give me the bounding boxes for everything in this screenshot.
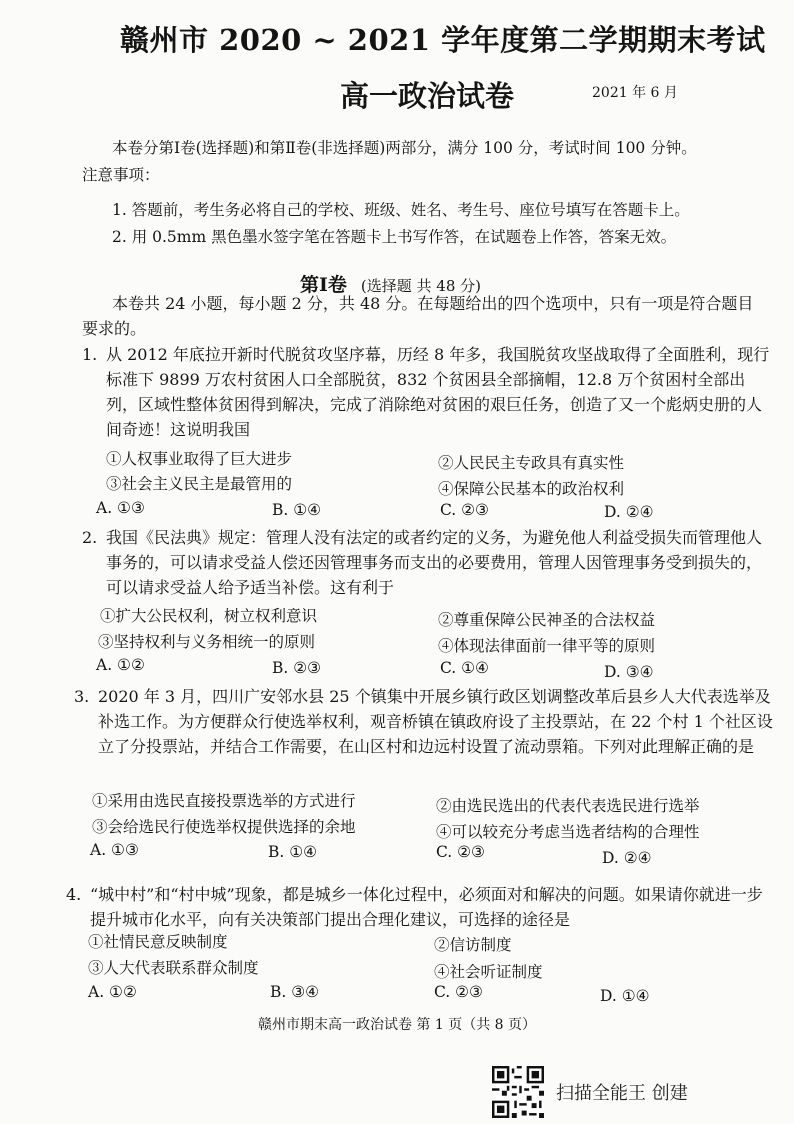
question-stem [66,882,774,932]
question-number: 1. [82,345,98,364]
question-option: ③坚持权利与义务相统一的原则 [98,633,316,651]
answer-choice: D. ②④ [602,849,652,867]
section-subtitle: (选择题 共 48 分) [360,277,481,295]
exam-title: 赣州市 2020 ~ 2021 学年度第二学期期末考试 [120,23,766,57]
answer-choice: C. ①④ [440,659,489,677]
answer-choice: B. ③④ [270,983,320,1001]
answer-choice: A. ①③ [96,499,145,517]
answer-choice: A. ①③ [90,841,139,859]
question-option: ④体现法律面前一律平等的原则 [438,637,656,655]
question-number: 4. [66,885,82,904]
qr-code-icon [492,1066,544,1118]
section-desc-line: 要求的。 [82,319,147,338]
answer-choice: A. ①② [88,983,137,1001]
answer-choice: C. ②③ [434,983,483,1001]
question-stem [82,342,774,442]
question-option: ①人权事业取得了巨大进步 [106,450,293,468]
question-option: ①社情民意反映制度 [88,933,228,951]
question-option: ③会给选民行使选举权提供选择的余地 [92,818,356,836]
question-stem [82,525,774,600]
question-option: ③社会主义民主是最管用的 [106,475,293,493]
question-option: ④保障公民基本的政治权利 [438,480,625,498]
answer-choice: A. ①② [96,656,145,674]
question-text: “城中村”和“村中城”现象，都是城乡一体化过程中，必须面对和解决的问题。如果请你就进一步提升城市化水平，向有关决策部门提出合理化建议，可选择的途径是 [90,885,763,929]
question-option: ①扩大公民权利，树立权利意识 [100,607,318,625]
answer-choice: B. ①④ [272,501,322,519]
answer-choice: D. ①④ [600,987,650,1005]
exam-subject-title: 高一政治试卷 [340,79,515,113]
question-text: 从 2012 年底拉开新时代脱贫攻坚序幕，历经 8 年多，我国脱贫攻坚战取得了全面胜利，现行标准下 9899 万农村贫困人口全部脱贫，832 个贫困县全部摘帽，12.8 万个贫困村全部出列，区域性整体贫困得到解决，完成了消除绝对贫困的艰巨任务，创造了又一个彪炳史册的人间奇迹！这说明我国 [106,345,770,439]
section-desc-line: 本卷共 24 小题，每小题 2 分，共 48 分。在每题给出的四个选项中，只有一项是符合题目 [112,294,754,313]
answer-choice: D. ③④ [604,663,654,681]
question-stem [74,684,774,759]
exam-date: 2021 年 6 月 [592,85,678,101]
question-option: ③人大代表联系群众制度 [88,959,259,977]
question-text: 我国《民法典》规定：管理人没有法定的或者约定的义务，为避免他人利益受损失而管理他人事务的，可以请求受益人偿还因管理事务而支出的必要费用，管理人因管理事务受到损失的，可以请求受益人给予适当补偿。这有利于 [106,528,763,597]
notice-item: 1. 答题前，考生务必将自己的学校、班级、姓名、考生号、座位号填写在答题卡上。 [112,201,690,219]
question-number: 2. [82,528,98,547]
scanner-watermark: 扫描全能王 创建 [556,1083,688,1104]
notice-item: 2. 用 0.5mm 黑色墨水签字笔在答题卡上书写作答，在试题卷上作答，答案无效。 [112,228,677,246]
page-footer: 赣州市期末高一政治试卷 第 1 页（共 8 页） [257,1017,537,1033]
question-option: ④社会听证制度 [434,963,543,981]
answer-choice: B. ①④ [268,843,318,861]
question-option: ④可以较充分考虑当选者结构的合理性 [436,823,700,841]
question-option: ②尊重保障公民神圣的合法权益 [438,611,656,629]
answer-choice: C. ②③ [436,843,485,861]
notice-heading: 注意事项： [82,166,160,184]
question-number: 3. [74,687,90,706]
question-option: ②人民民主专政具有真实性 [438,454,625,472]
question-option: ①采用由选民直接投票选举的方式进行 [92,792,356,810]
answer-choice: D. ②④ [604,503,654,521]
question-option: ②信访制度 [434,936,512,954]
section-description [82,291,782,341]
answer-choice: C. ②③ [440,501,489,519]
exam-intro: 本卷分第Ⅰ卷(选择题)和第Ⅱ卷(非选择题)两部分，满分 100 分，考试时间 100 分钟。 [112,139,697,157]
question-text: 2020 年 3 月，四川广安邻水县 25 个镇集中开展乡镇行政区划调整改革后县乡人大代表选举及补选工作。为方便群众行使选举权利，观音桥镇在镇政府设了主投票站，在 22 个村 1 个社区设立了分投票站，并结合工作需要，在山区村和边远村设置了流动票箱。下列对此理解正确的是 [98,687,773,756]
section-name: 第Ⅰ卷 [300,274,347,296]
question-option: ②由选民选出的代表代表选民进行选举 [436,797,700,815]
answer-choice: B. ②③ [272,659,322,677]
